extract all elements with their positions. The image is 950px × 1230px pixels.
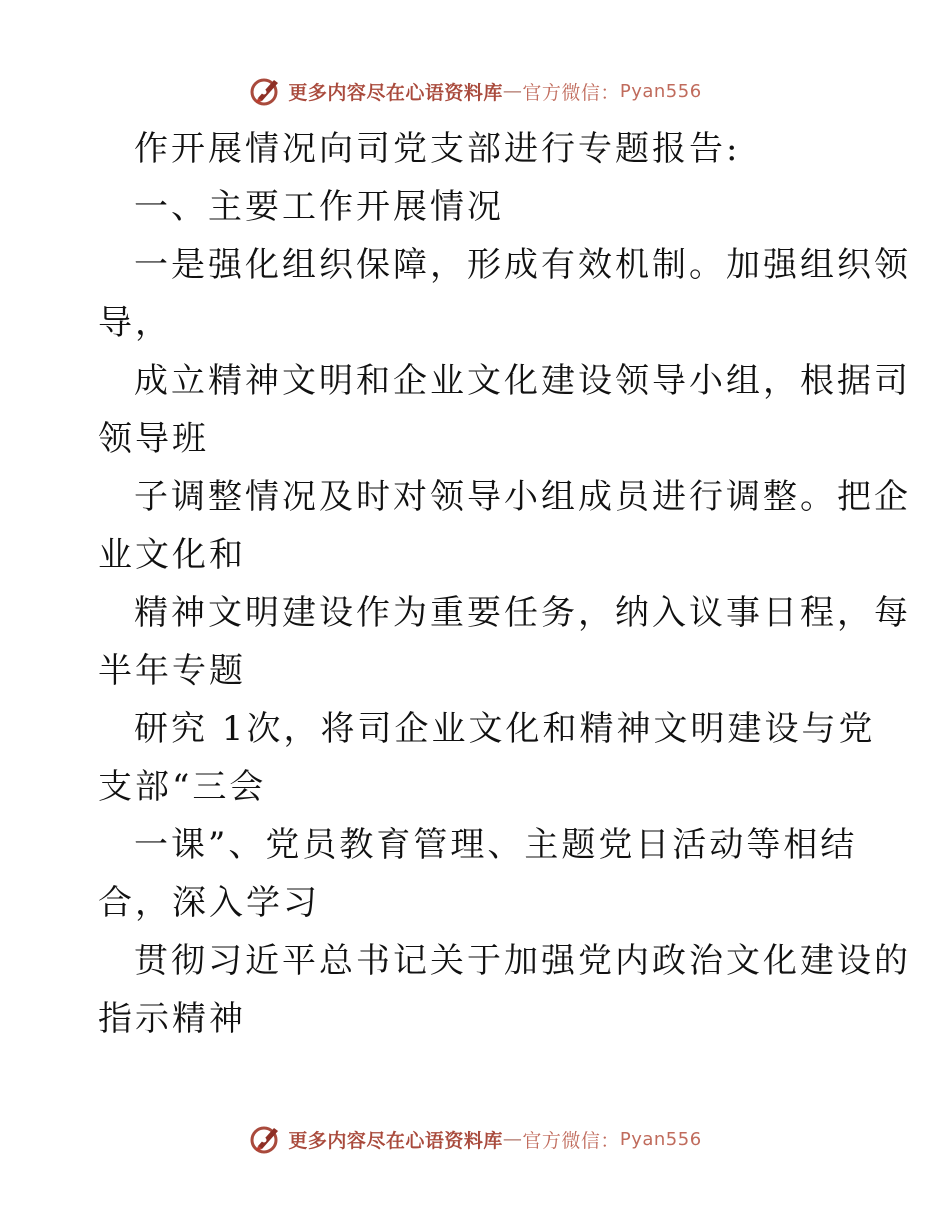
footer-banner [0,1119,950,1159]
text-line-11: 研究 1次，将司企业文化和精神文明建设与党 [134,709,876,749]
text-line-1: 作开展情况向司党支部进行专题报告: [134,129,741,169]
text-line-4: 导， [98,303,172,343]
footer-title: 更多内容尽在心语资料库 [288,1129,503,1152]
pen-circle-logo-icon [248,74,282,108]
text-line-12: 支部“三会 [98,767,267,807]
section-heading: 一、主要工作开展情况 [134,187,504,227]
header-title: 更多内容尽在心语资料库 [288,81,503,104]
text-line-14: 合，深入学习 [98,883,320,923]
text-line-3: 一是强化组织保障，形成有效机制。加强组织领 [134,245,911,285]
text-line-10: 半年专题 [98,651,246,691]
text-line-16: 指示精神 [98,999,246,1039]
text-line-8: 业文化和 [98,535,246,575]
footer-wechat-id: Pyan556 [619,1128,702,1150]
header-wechat-id: Pyan556 [619,80,702,102]
text-line-7: 子调整情况及时对领导小组成员进行调整。把企 [134,477,911,517]
header-banner [0,71,950,111]
footer-dash: — [502,1128,523,1150]
header-wechat-label: 官方微信： [522,81,620,104]
text-line-15: 贯彻习近平总书记关于加强党内政治文化建设的 [134,941,911,981]
pen-circle-logo-icon [248,1122,282,1156]
text-line-5: 成立精神文明和企业文化建设领导小组，根据司 [134,361,911,401]
text-line-9: 精神文明建设作为重要任务，纳入议事日程，每 [134,593,911,633]
footer-wechat-label: 官方微信： [522,1129,620,1152]
text-line-6: 领导班 [98,419,209,459]
header-dash: — [502,80,523,102]
text-line-13: 一课”、党员教育管理、主题党日活动等相结 [134,825,858,865]
